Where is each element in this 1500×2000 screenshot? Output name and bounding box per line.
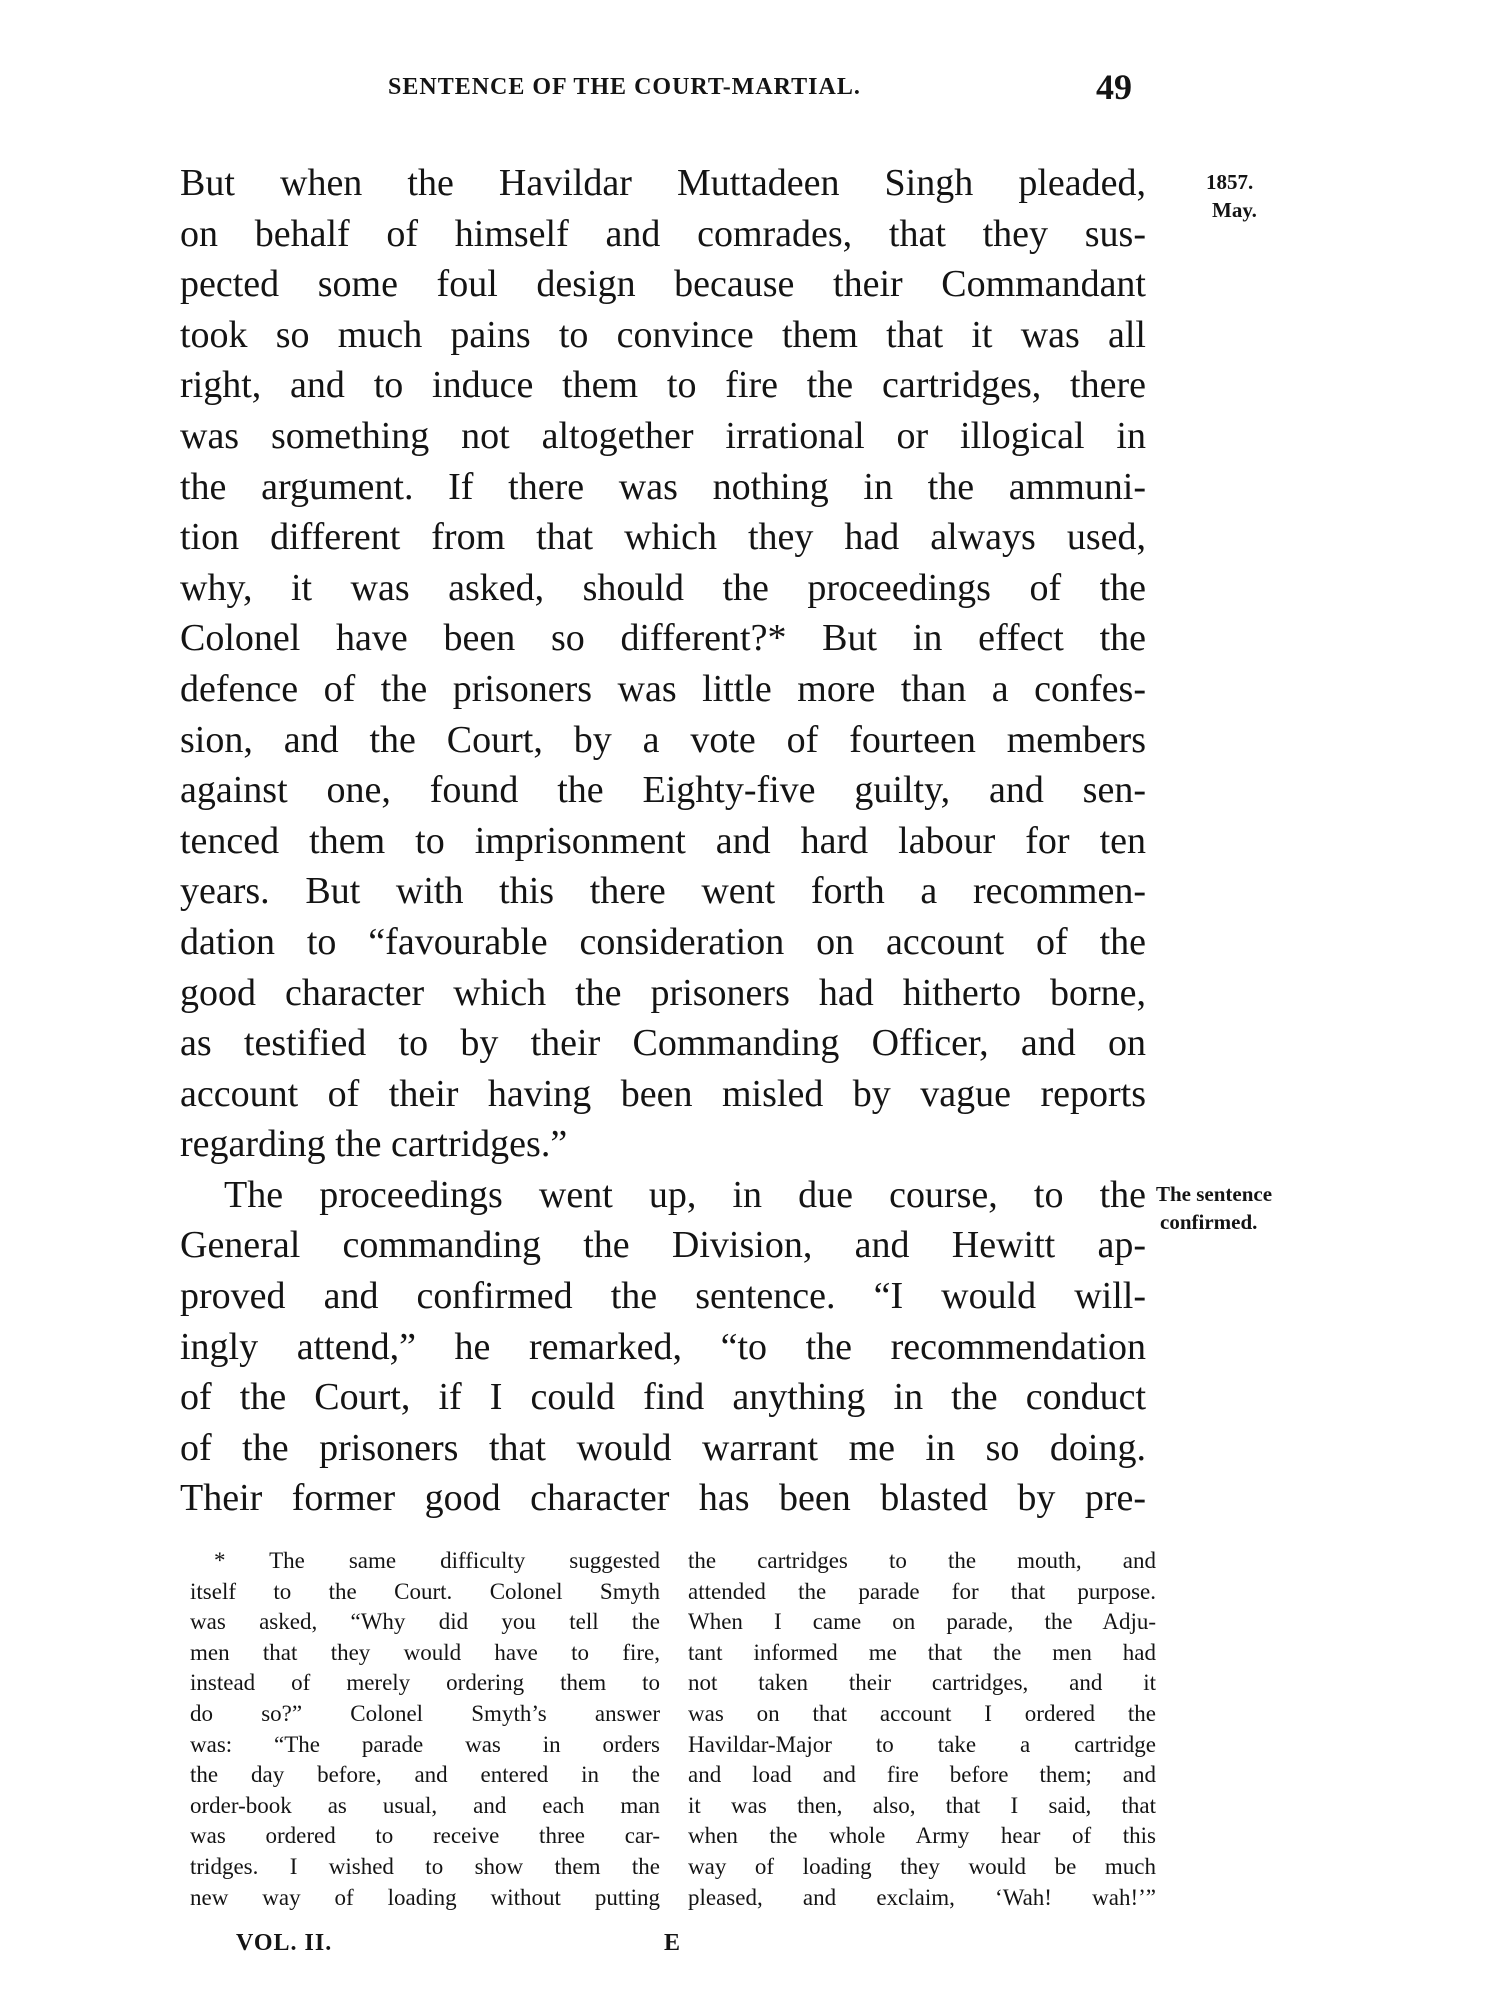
footnote-line: Havildar-Major to take a cartridge xyxy=(688,1731,1156,1757)
signature-mark: E xyxy=(664,1930,681,1956)
footnote-line: was asked, “Why did you tell the xyxy=(190,1609,660,1635)
footnote-line: order-book as usual, and each man xyxy=(190,1792,660,1818)
footnote-line: * The same difficulty suggested xyxy=(214,1548,660,1573)
text-line: on behalf of himself and comrades, that they sus- xyxy=(180,212,1146,255)
text-line: But when the Havildar Muttadeen Singh pleaded, xyxy=(180,162,1146,204)
footnote-line: When I came on parade, the Adju- xyxy=(688,1609,1156,1635)
text-line: Their former good character has been blasted by pre- xyxy=(180,1477,1146,1520)
footnote-line: it was then, also, that I said, that xyxy=(688,1792,1156,1818)
footnote-line: pleased, and exclaim, ‘Wah! wah!’” xyxy=(688,1884,1156,1910)
margin-note-month: May. xyxy=(1212,198,1257,222)
footnote-line: tridges. I wished to show them the xyxy=(190,1853,660,1879)
text-line: General commanding the Division, and Hewitt ap- xyxy=(180,1224,1146,1267)
footnote-line: do so?” Colonel Smyth’s answer xyxy=(190,1700,660,1726)
text-line: took so much pains to convince them that it was all xyxy=(180,313,1146,356)
footnote-line: men that they would have to fire, xyxy=(190,1639,660,1665)
text-line: the argument. If there was nothing in the ammuni- xyxy=(180,465,1146,508)
text-line: tion different from that which they had always used, xyxy=(180,516,1146,559)
running-title: SENTENCE OF THE COURT-MARTIAL. xyxy=(388,74,861,100)
footnote-line: tant informed me that the men had xyxy=(688,1639,1156,1665)
margin-note-year: 1857. xyxy=(1206,170,1254,194)
text-line: of the Court, if I could find anything in the conduct xyxy=(180,1376,1146,1419)
volume-label: VOL. II. xyxy=(236,1930,333,1956)
text-line: tenced them to imprisonment and hard labour for ten xyxy=(180,819,1146,862)
footnote-line: and load and fire before them; and xyxy=(688,1762,1156,1788)
text-line: proved and confirmed the sentence. “I would will- xyxy=(180,1275,1146,1318)
footnote-line: was: “The parade was in orders xyxy=(190,1731,660,1757)
text-line: of the prisoners that would warrant me in so doing. xyxy=(180,1426,1146,1469)
text-line: regarding the cartridges.” xyxy=(180,1123,568,1166)
text-line: years. But with this there went forth a recommen- xyxy=(180,870,1146,913)
margin-note-sentence-confirmed xyxy=(1156,1180,1272,1236)
text-line: account of their having been misled by vague reports xyxy=(180,1072,1146,1115)
footnote-line: not taken their cartridges, and it xyxy=(688,1670,1156,1696)
text-line: sion, and the Court, by a vote of fourteen members xyxy=(180,718,1146,761)
text-line: dation to “favourable consideration on account of the xyxy=(180,920,1146,963)
text-line: pected some foul design because their Commandant xyxy=(180,263,1146,306)
footnote-line: itself to the Court. Colonel Smyth xyxy=(190,1578,660,1604)
footnote-line: attended the parade for that purpose. xyxy=(688,1578,1156,1604)
text-line: right, and to induce them to fire the cartridges, there xyxy=(180,364,1146,407)
text-line: ingly attend,” he remarked, “to the recommendation xyxy=(180,1325,1146,1368)
text-line: good character which the prisoners had hitherto borne, xyxy=(180,971,1146,1014)
footnote-line: when the whole Army hear of this xyxy=(688,1823,1156,1849)
margin-note-date xyxy=(1206,168,1257,224)
text-line: The proceedings went up, in due course, to the xyxy=(224,1173,1146,1216)
footnote-line: the cartridges to the mouth, and xyxy=(688,1548,1156,1573)
margin-note-line: confirmed. xyxy=(1160,1210,1258,1234)
page-number: 49 xyxy=(1096,67,1132,107)
text-line: defence of the prisoners was little more than a confes- xyxy=(180,667,1146,710)
footnote-line: new way of loading without putting xyxy=(190,1884,660,1910)
text-line: why, it was asked, should the proceedings of the xyxy=(180,566,1146,609)
footnote-line: way of loading they would be much xyxy=(688,1853,1156,1879)
text-line: Colonel have been so different?* But in effect the xyxy=(180,617,1146,660)
margin-note-line: The sentence xyxy=(1156,1182,1273,1206)
footnote-right-column xyxy=(688,1546,1156,1913)
text-line: against one, found the Eighty-five guilty, and sen- xyxy=(180,769,1146,812)
footnote-line: was ordered to receive three car- xyxy=(190,1823,660,1849)
footnote-line: instead of merely ordering them to xyxy=(190,1670,660,1696)
text-line: was something not altogether irrational or illogical in xyxy=(180,414,1146,457)
footnote-line: was on that account I ordered the xyxy=(688,1700,1156,1726)
main-text xyxy=(180,158,1146,1524)
footnote-left-column xyxy=(190,1546,660,1913)
footnote-line: the day before, and entered in the xyxy=(190,1762,660,1788)
text-line: as testified to by their Commanding Officer, and on xyxy=(180,1022,1146,1065)
